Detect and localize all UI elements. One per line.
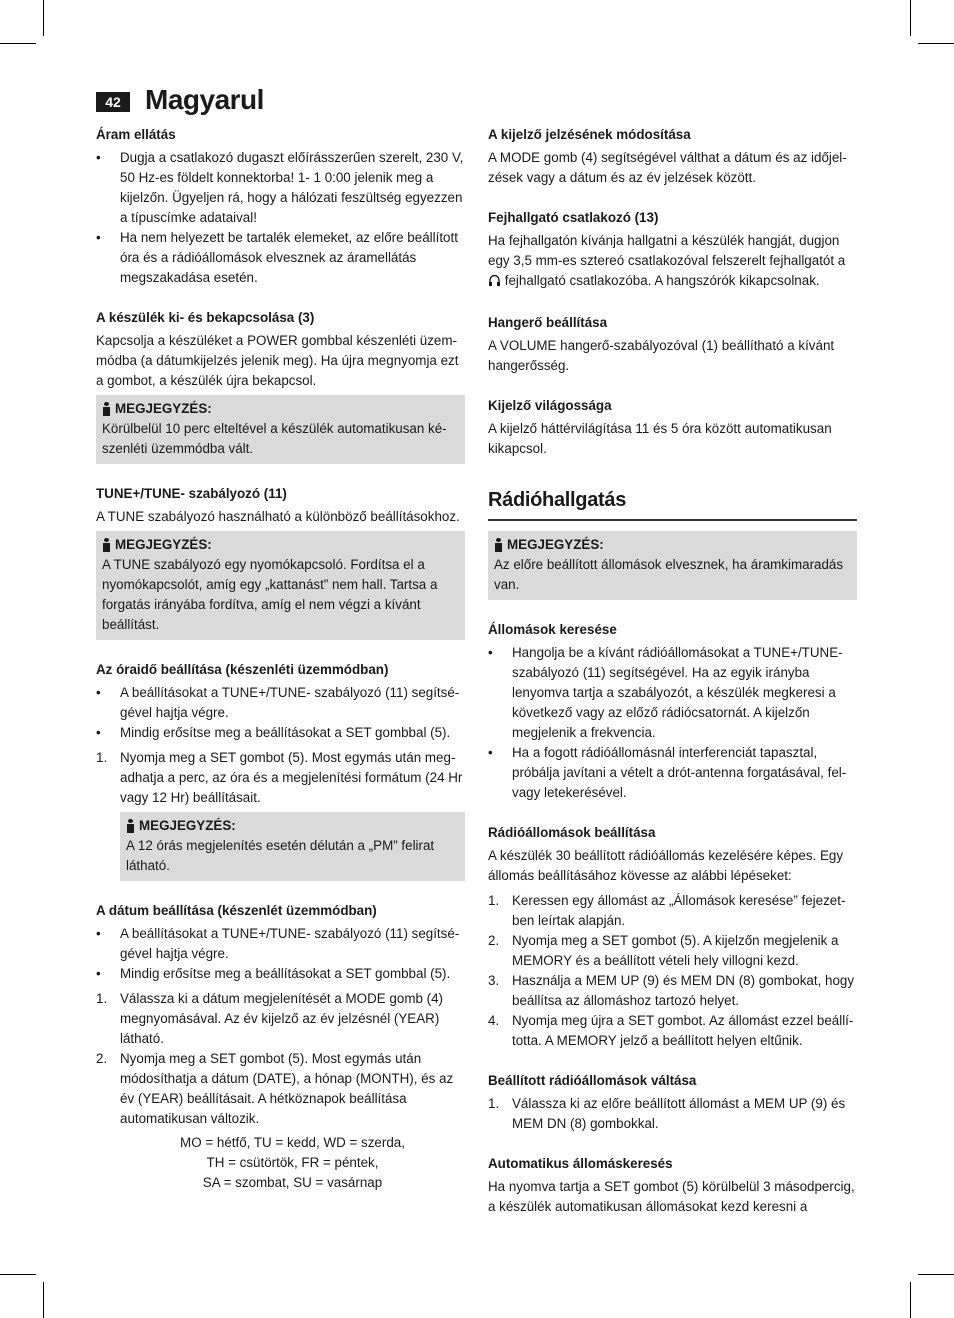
paragraph: A készülék 30 beállított rádióállomás kezelésére képes. Egy állomás beállításához kövesse az alábbi lépéseket: — [488, 848, 844, 883]
step-item: 4. Nyomja meg újra a SET gombot. Az állomást ezzel beállította. A MEMORY jelző a beállított helyen eltűnik. — [488, 1013, 854, 1048]
headphone-icon — [488, 273, 501, 293]
step-item: 2. Nyomja meg a SET gombot (5). A kijelzőn megjelenik a MEMORY és a beállított vételi hely villogni kezd. — [488, 933, 839, 968]
left-column — [96, 125, 465, 1213]
step-item: 2. Nyomja meg a SET gombot (5). Most egymás után módosíthatja a dátum (DATE), a hónap (MONTH), és az év (YEAR) beállításait. A hétköznapok beállítása automatikusan változik. — [96, 1051, 454, 1126]
bullet-icon: • — [488, 745, 493, 760]
power-section — [96, 125, 465, 288]
section-heading: TUNE+/TUNE- szabályozó (11) — [96, 486, 287, 501]
switch-section — [488, 1071, 857, 1134]
list-item: • Mindig erősítse meg a beállításokat a SET gombbal (5). — [96, 964, 465, 984]
paragraph: A MODE gomb (4) segítségével válthat a dátum és az időjelzések vagy a dátum és az év jelzések között. — [488, 150, 847, 185]
bullet-icon: • — [96, 685, 101, 700]
section-heading: A készülék ki- és bekapcsolása (3) — [96, 310, 315, 325]
page-number-badge: 42 — [96, 92, 130, 112]
weekday-legend — [96, 1133, 465, 1193]
list-item: • Dugja a csatlakozó dugaszt előírásszerűen szerelt, 230 V, 50 Hz-es földelt konnektorba! 1- 1 0:00 jelenik meg a kijelzőn. Ügyeljen rá, hogy a hálózati feszültség egyezzen a típuscímke adataival! — [96, 150, 464, 225]
weekday-line: TH = csütörtök, FR = péntek, — [206, 1155, 379, 1170]
list-item: • Ha a fogott rádióállomásnál interferenciát tapasztal, próbálja javítani a vételt a drót-antenna forgatásával, felvagy letekerésével. — [488, 745, 847, 800]
bullet-icon: • — [488, 645, 493, 660]
list-item: • Ha nem helyezett be tartalék elemeket, az előre beállított óra és a rádióállomások elvesznek az áramellátás megszakadása esetén. — [96, 230, 458, 285]
paragraph: Kapcsolja a készüléket a POWER gombbal készenléti üzemmódba (a dátumkijelzés jelenik meg). Ha újra megnyomja ezt a gombot, a készülék újra bekapcsol. — [96, 333, 459, 388]
crop-mark — [918, 43, 954, 44]
info-icon — [102, 538, 112, 552]
crop-mark — [918, 1274, 954, 1275]
section-heading: Hangerő beállítása — [488, 315, 608, 330]
bullet-icon: • — [96, 725, 101, 740]
section-heading: Kijelző világossága — [488, 398, 612, 413]
crop-mark — [0, 1274, 36, 1275]
section-heading: Automatikus állomáskeresés — [488, 1156, 673, 1171]
info-icon — [126, 819, 136, 833]
note-title: MEGJEGYZÉS: — [494, 535, 849, 555]
crop-mark — [910, 0, 911, 36]
info-icon — [102, 402, 112, 416]
note-text: Az előre beállított állomások elvesznek, ha áramkimaradás van. — [494, 557, 844, 592]
note-box — [96, 395, 465, 464]
section-heading: Az óraidő beállítása (készenléti üzemmódban) — [96, 662, 389, 677]
note-box — [120, 812, 465, 881]
section-heading: Áram ellátás — [96, 127, 176, 142]
note-title: MEGJEGYZÉS: — [126, 816, 457, 836]
crop-mark — [43, 1282, 44, 1318]
note-text: Körülbelül 10 perc elteltével a készülék automatikusan készenléti üzemmódba vált. — [102, 421, 447, 456]
crop-mark — [910, 1282, 911, 1318]
section-heading: Állomások keresése — [488, 622, 617, 637]
bullet-icon: • — [96, 926, 101, 941]
paragraph: A kijelző háttérvilágítása 11 és 5 óra között automatikusan kikapcsol. — [488, 421, 832, 456]
weekday-line: MO = hétfő, TU = kedd, WD = szerda, — [180, 1135, 405, 1150]
date-section — [96, 901, 465, 1193]
list-item: • Mindig erősítse meg a beállításokat a SET gombbal (5). — [96, 723, 465, 743]
section-heading: Beállított rádióállomások váltása — [488, 1073, 697, 1088]
paragraph: A VOLUME hangerő-szabályozóval (1) beállítható a kívánt hangerősség. — [488, 338, 835, 373]
presets-section — [488, 823, 857, 1051]
step-item: 1. Nyomja meg a SET gombot (5). Most egymás után megadhatja a perc, az óra és a megjelenítési formátum (24 Hr vagy 12 Hr) beállításait. — [96, 750, 463, 805]
chapter-heading: Rádióhallgatás — [488, 487, 857, 521]
tune-section — [96, 484, 465, 640]
right-column — [488, 125, 857, 1237]
paragraph: A TUNE szabályozó használható a különböző beállításokhoz. — [96, 509, 460, 524]
note-title: MEGJEGYZÉS: — [102, 399, 457, 419]
list-item: • A beállításokat a TUNE+/TUNE- szabályozó (11) segítségével hajtja végre. — [96, 926, 460, 961]
step-item: 1. Válassza ki a dátum megjelenítését a MODE gomb (4) megnyomásával. Az év kijelző az év jelzésnél (YEAR) látható. — [96, 991, 444, 1046]
list-item: • Hangolja be a kívánt rádióállomásokat a TUNE+/TUNE- szabályozó (11) segítségével. Ha az egyik irányba lenyomva tartja a szabályozót, a készülék megkeresi a következő vagy az előző rádiócsatornát. A kijelzőn megjelenik a frekvencia. — [488, 645, 843, 740]
step-item: 1. Keressen egy állomást az „Állomások keresése” fejezetben leírtak alapján. — [488, 893, 846, 928]
paragraph: Ha fejhallgatón kívánja hallgatni a készülék hangját, dugjon egy 3,5 mm-es sztereó csatlakozóval felszerelt fejhallgatót a fejhallgató csatlakozóba. A hangszórók kikapcsolnak. — [488, 231, 857, 293]
display-mode-section — [488, 125, 857, 188]
page-title: Magyarul — [145, 84, 264, 115]
section-heading: Fejhallgató csatlakozó (13) — [488, 210, 659, 225]
section-heading: A kijelző jelzésének módosítása — [488, 127, 691, 142]
note-box — [96, 531, 465, 640]
note-box — [488, 531, 857, 600]
auto-section — [488, 1154, 857, 1217]
search-section — [488, 620, 857, 803]
weekday-line: SA = szombat, SU = vasárnap — [202, 1175, 383, 1190]
crop-mark — [43, 0, 44, 36]
section-heading: Rádióállomások beállítása — [488, 825, 656, 840]
headphone-section — [488, 208, 857, 293]
clock-section — [96, 660, 465, 881]
bullet-icon: • — [96, 966, 101, 981]
radio-section — [488, 487, 857, 600]
step-item: 3. Használja a MEM UP (9) és MEM DN (8) gombokat, hogy beállítsa az állomáshoz tartozó helyet. — [488, 973, 855, 1008]
note-title: MEGJEGYZÉS: — [102, 535, 457, 555]
step-item: 1. Válassza ki az előre beállított állomást a MEM UP (9) és MEM DN (8) gombokkal. — [488, 1096, 846, 1131]
brightness-section — [488, 396, 857, 459]
note-text: A 12 órás megjelenítés esetén délután a „PM” felirat látható. — [126, 838, 435, 873]
volume-section — [488, 313, 857, 376]
note-text: A TUNE szabályozó egy nyomókapcsoló. Fordítsa el a nyomókapcsolót, amíg egy „kattanást” nem hall. Tartsa a forgatás irányába fordítva, amíg el nem végzi a kívánt beállítást. — [102, 557, 438, 632]
crop-mark — [0, 43, 36, 44]
info-icon — [494, 538, 504, 552]
paragraph: Ha nyomva tartja a SET gombot (5) körülbelül 3 másodpercig, a készülék automatikusan állomásokat kezd keresni a — [488, 1179, 855, 1214]
bullet-icon: • — [96, 230, 101, 245]
onoff-section — [96, 308, 465, 464]
list-item: • A beállításokat a TUNE+/TUNE- szabályozó (11) segítségével hajtja végre. — [96, 685, 460, 720]
bullet-icon: • — [96, 150, 101, 165]
section-heading: A dátum beállítása (készenlét üzemmódban) — [96, 903, 377, 918]
